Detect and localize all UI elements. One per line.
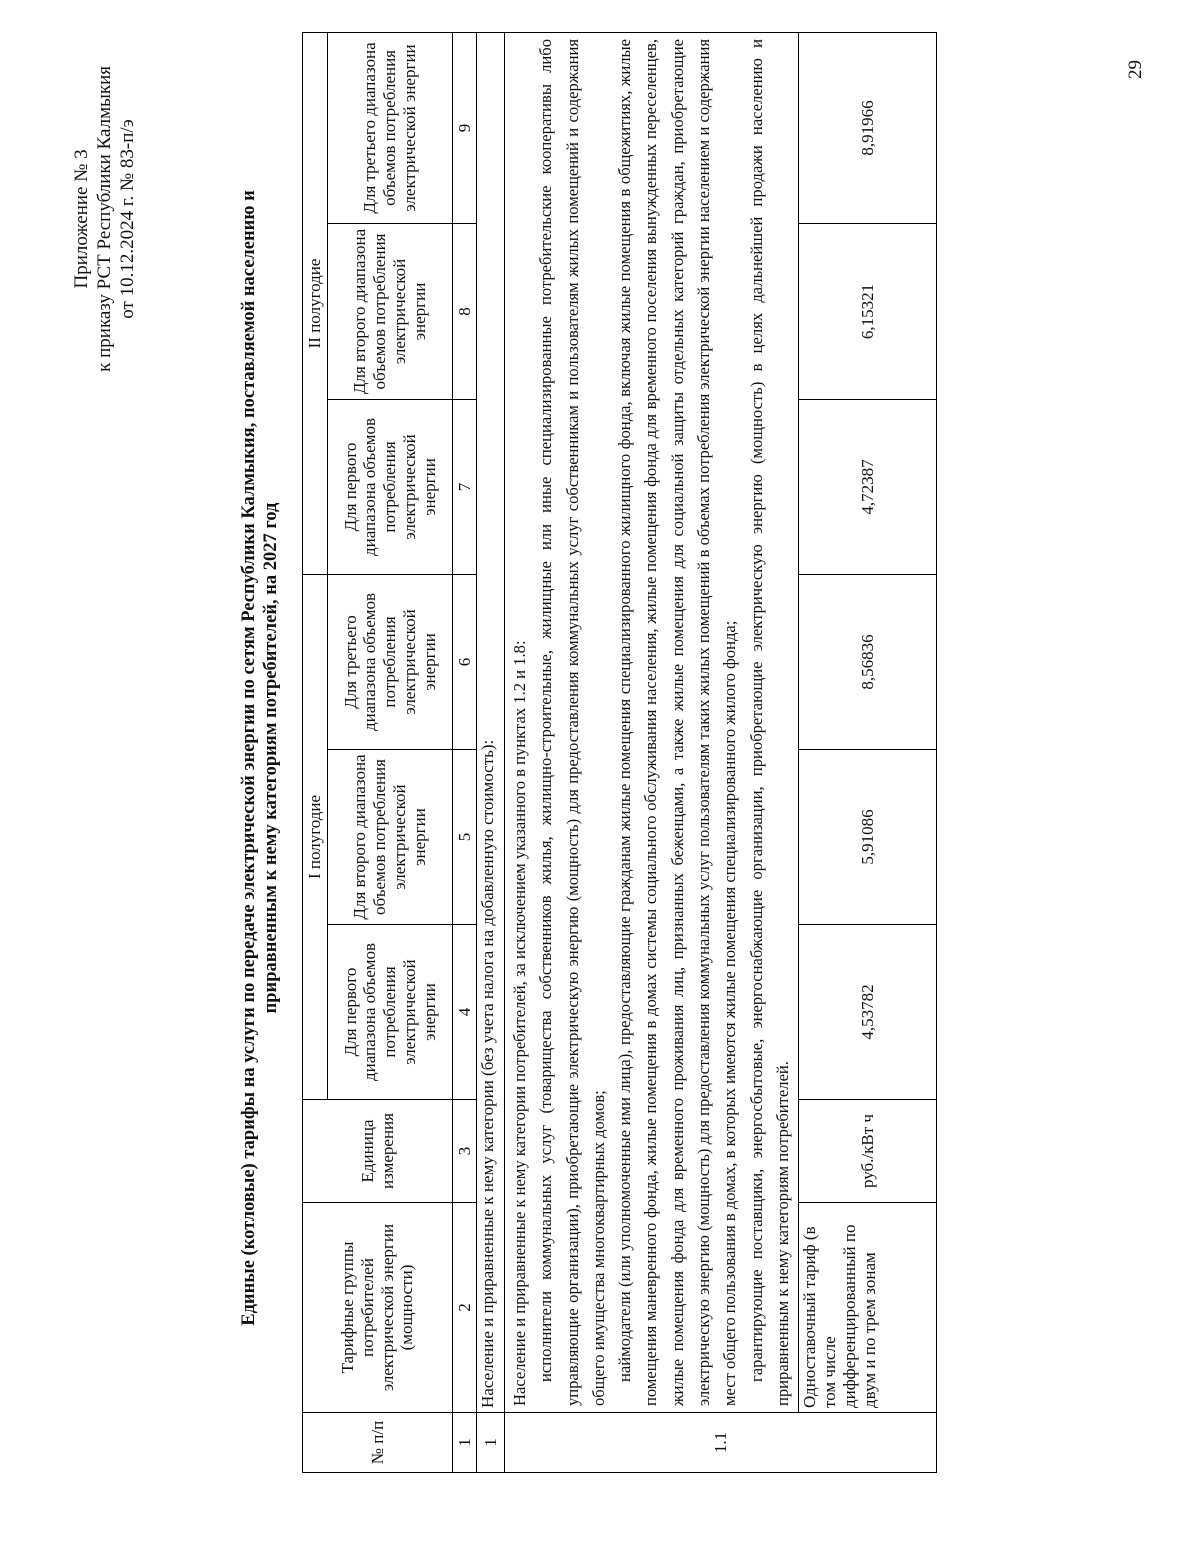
page-number: 29 bbox=[1125, 60, 1146, 79]
row-1-1 bbox=[505, 32, 799, 1472]
tariff-value: 8,91966 bbox=[799, 32, 937, 223]
tariff-value: 4,72387 bbox=[799, 399, 937, 574]
row-1-1-description bbox=[505, 32, 799, 1412]
header-range-1: Для первого диапазона объемов потребления электрической энергии bbox=[328, 925, 453, 1100]
tariff-label: Одноставочный тариф (в том числе дифференцированный по двум и по трем зонам bbox=[799, 1203, 937, 1413]
description-paragraph: исполнители коммунальных услуг (товарищества собственников жилья, жилищно-строительные, жилищные или иные специализированные потребительские кооперативы либо управляющие организации), приобретающие электрическую энергию (мощность) для предоставления коммунальных услуг собственникам и пользователям жилых помещений и содержания общего имущества многоквартирных домов; bbox=[536, 38, 608, 1406]
header-range-1: Для первого диапазона объемов потребления электрической энергии bbox=[328, 399, 453, 574]
header-num: № п/п bbox=[303, 1413, 453, 1473]
col-number: 8 bbox=[453, 223, 477, 399]
tariff-row bbox=[799, 32, 937, 1472]
section-label: Население и приравненные к нему категории (без учета налога на добавленную стоимость): bbox=[477, 32, 505, 1412]
header-unit: Единица измерения bbox=[303, 1100, 453, 1203]
description-paragraph: гарантирующие поставщики, энергосбытовые, энергоснабжающие организации, приобретающие электрическую энергию (мощность) в целях дальнейшей продажи населению и приравненным к нему категориям потребителей. bbox=[746, 38, 792, 1406]
header-half-2: II полугодие bbox=[303, 32, 328, 574]
col-number: 3 bbox=[453, 1100, 477, 1203]
tariff-value: 5,91086 bbox=[799, 750, 937, 925]
header-range-3: Для третьего диапазона объемов потребления электрической энергии bbox=[328, 32, 453, 223]
title-line-2: приравненным к нему категориям потребителей, на 2027 год bbox=[261, 502, 281, 1014]
appendix-number: Приложение № 3 bbox=[71, 149, 92, 289]
appendix-header bbox=[70, 66, 139, 372]
tariff-table bbox=[302, 32, 937, 1473]
row-1-1-num: 1.1 bbox=[505, 1413, 937, 1473]
tariff-value: 6,15321 bbox=[799, 223, 937, 399]
document-title bbox=[238, 43, 282, 1473]
order-date: от 10.12.2024 г. № 83-п/э bbox=[117, 119, 138, 319]
header-range-2: Для второго диапазона объемов потребления электрической энергии bbox=[328, 223, 453, 399]
title-line-1: Единые (котловые) тарифы на услуги по передаче электрической энергии по сетям Республики Калмыкия, поставляемой населению и bbox=[239, 190, 259, 1326]
description-paragraph: Население и приравненные к нему категории потребителей, за исключением указанного в пунктах 1.2 и 1.8: bbox=[510, 640, 529, 1406]
header-range-2: Для второго диапазона объемов потребления электрической энергии bbox=[328, 750, 453, 925]
col-number: 6 bbox=[453, 574, 477, 749]
header-half-1: I полугодие bbox=[303, 574, 328, 1099]
order-reference: к приказу РСТ Республики Калмыкия bbox=[94, 66, 115, 372]
tariff-value: 8,56836 bbox=[799, 574, 937, 749]
col-number: 7 bbox=[453, 399, 477, 574]
section-num: 1 bbox=[477, 1413, 505, 1473]
column-number-row bbox=[453, 32, 477, 1472]
col-number: 1 bbox=[453, 1413, 477, 1473]
col-number: 2 bbox=[453, 1203, 477, 1413]
description-paragraph: наймодатели (или уполномоченные ими лица), предоставляющие гражданам жилые помещения специализированного жилищного фонда, включая жилые помещения в общежитиях, жилые помещения маневренного фонда, жилые помещения в домах системы социального обслуживания населения, жилые помещения фонда для временного поселения вынужденных переселенцев, жилые помещения фонда для временного проживания лиц, признанных беженцами, а также жилые помещения для социальной защиты отдельных категорий граждан, приобретающие электрическую энергию (мощность) для предоставления коммунальных услуг пользователям таких жилых помещений в объемах потребления электрической энергии населением и содержания мест общего пользования в домах, в которых имеются жилые помещения специализированного жилого фонда; bbox=[615, 38, 740, 1406]
col-number: 5 bbox=[453, 750, 477, 925]
header-row-1 bbox=[303, 32, 328, 1472]
tariff-value: 4,53782 bbox=[799, 925, 937, 1100]
col-number: 9 bbox=[453, 32, 477, 223]
header-range-3: Для третьего диапазона объемов потребления электрической энергии bbox=[328, 574, 453, 749]
header-group: Тарифные группы потребителей электрической энергии (мощности) bbox=[303, 1203, 453, 1413]
section-row bbox=[477, 32, 505, 1472]
col-number: 4 bbox=[453, 925, 477, 1100]
tariff-unit: руб./кВт ч bbox=[799, 1100, 937, 1203]
